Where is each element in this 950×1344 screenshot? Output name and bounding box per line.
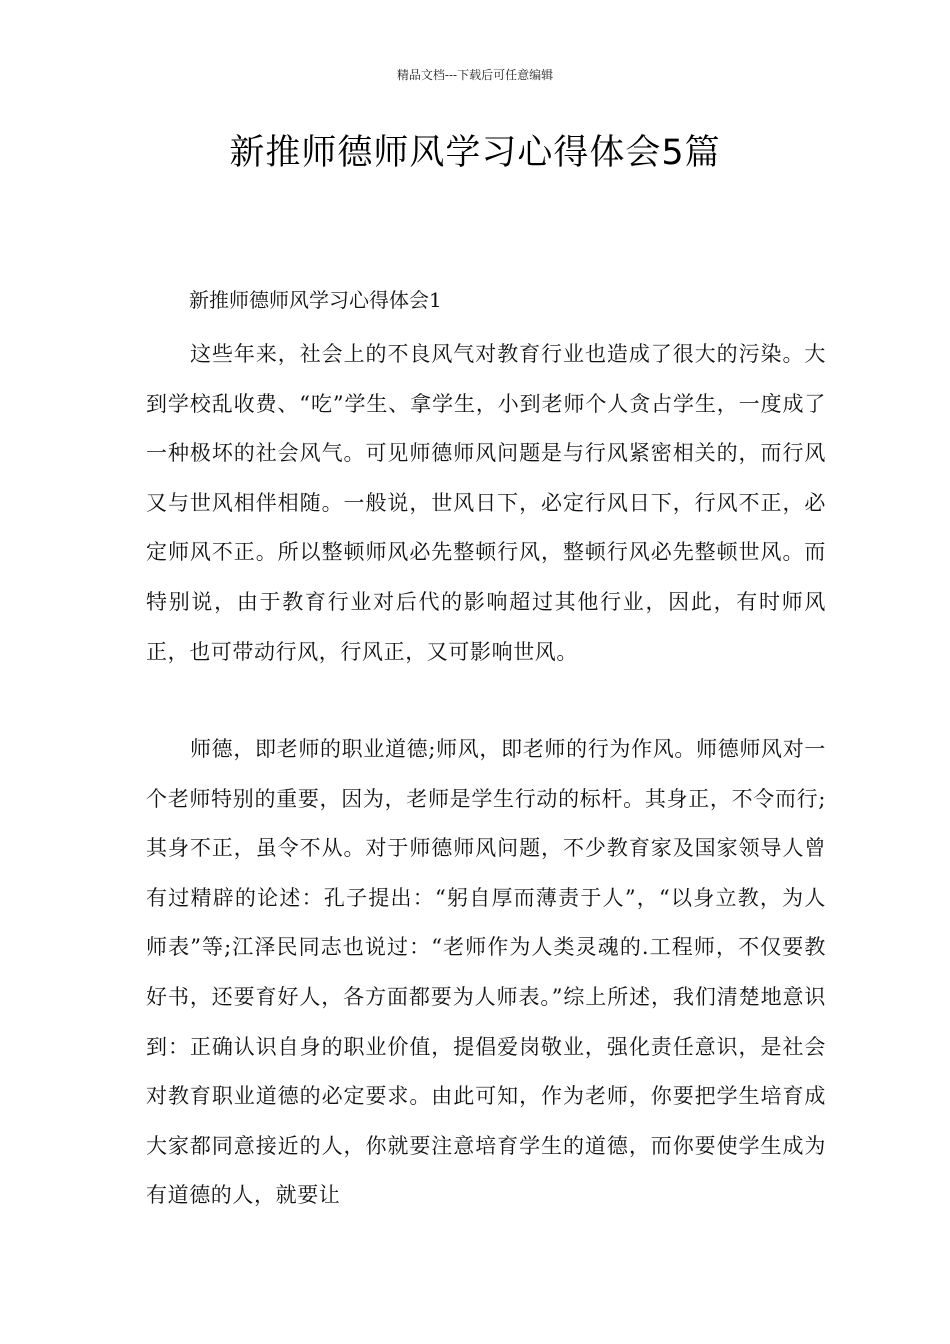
paragraph-1: 这些年来，社会上的不良风气对教育行业也造成了很大的污染。大到学校乱收费、“吃”学生、拿学生，小到老师个人贪占学生，一度成了一种极坏的社会风气。可见师德师风问题是与行风紧密相关的，而行风又与世风相伴相随。一般说，世风日下，必定行风日下，行风不正，必定师风不正。所以整顿师风必先整顿行风，整顿行风必先整顿世风。而特别说，由于教育行业对后代的影响超过其他行业，因此，有时师风正，也可带动行风，行风正，又可影响世风。 [146, 342, 826, 664]
header-note: 精品文档---下载后可任意编辑 [396, 68, 554, 82]
section-heading: 新推师德师风学习心得体会1 [189, 288, 442, 312]
paragraph-2: 师德，即老师的职业道德;师风，即老师的行为作风。师德师风对一个老师特别的重要，因为，老师是学生行动的标杆。其身正，不令而行;其身不正，虽令不从。对于师德师风问题，不少教育家及国家领导人曾有过精辟的论述：孔子提出：“躬自厚而薄责于人”，“以身立教，为人师表”等;江泽民同志也说过：“老师作为人类灵魂的.工程师，不仅要教好书，还要育好人，各方面都要为人师表。”综上所述，我们清楚地意识到：正确认识自身的职业价值，提倡爱岗敬业，强化责任意识，是社会对教育职业道德的必定要求。由此可知，作为老师，你要把学生培育成大家都同意接近的人，你就要注意培育学生的道德，而你要使学生成为有道德的人，就要让 [146, 737, 826, 1208]
document-title: 新推师德师风学习心得体会5篇 [229, 133, 721, 173]
